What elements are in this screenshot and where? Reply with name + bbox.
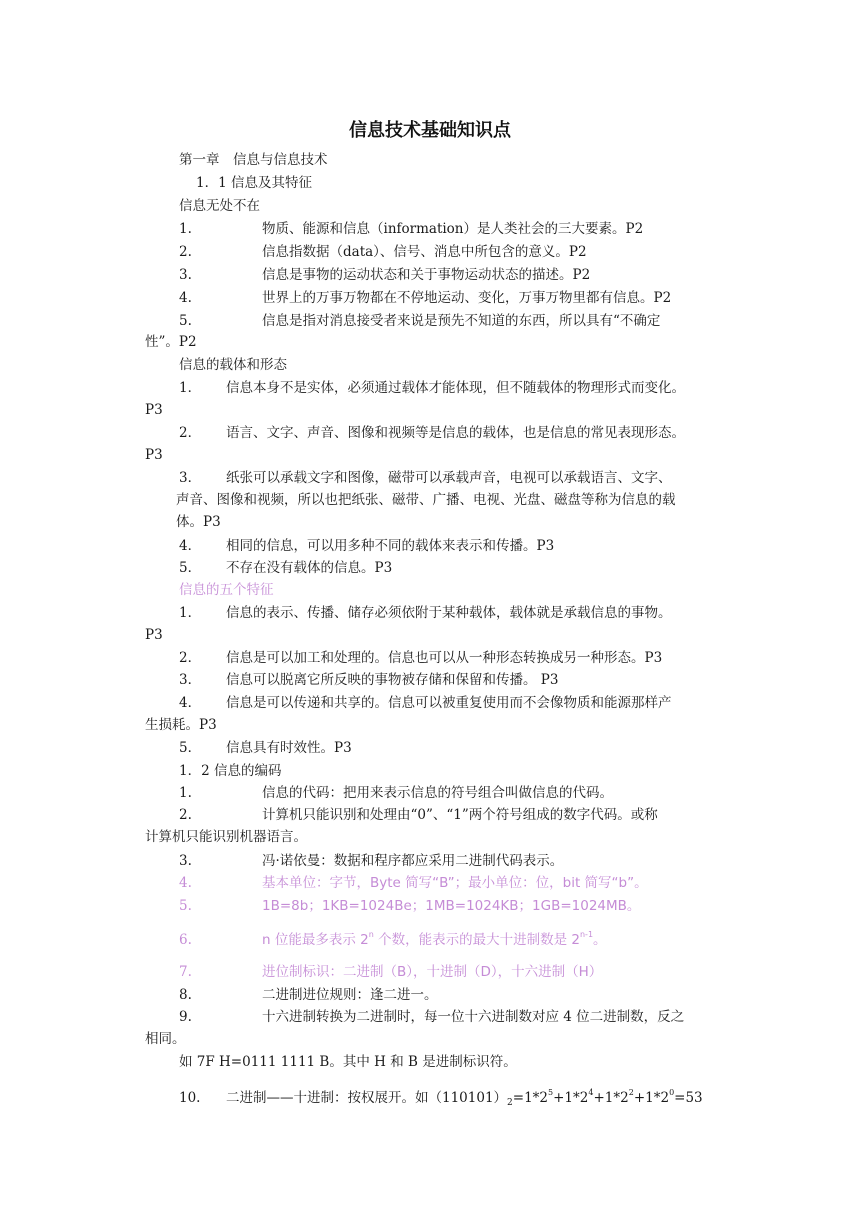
list-item: 纸张可以承载文字和图像，磁带可以承载声音，电视可以承载语言、文字、: [226, 470, 672, 486]
list-number: 2．: [179, 650, 202, 666]
list-item: 基本单位：字节，Byte 简写“B”；最小单位：位，bit 简写“b”。: [262, 875, 648, 891]
list-item: 不存在没有载体的信息。P3: [226, 560, 393, 576]
list-number: 4．: [179, 538, 202, 554]
formula-text: +1*2: [593, 1090, 629, 1106]
list-item: 世界上的万事万物都在不停地运动、变化，万事万物里都有信息。P2: [262, 290, 672, 306]
list-number: 3.: [179, 853, 192, 869]
formula-text: 。: [593, 932, 607, 948]
formula-exponent: 0: [669, 1088, 675, 1097]
formula-exponent: n: [368, 930, 374, 939]
formula-exponent: 5: [548, 1088, 554, 1097]
list-item-continuation: P3: [145, 627, 163, 643]
list-number: 5．: [179, 740, 202, 756]
list-item: 相同的信息，可以用多种不同的载体来表示和传播。P3: [226, 538, 555, 554]
list-item-continuation: 计算机只能识别机器语言。: [145, 829, 307, 845]
list-item-continuation: 生损耗。P3: [145, 717, 217, 733]
list-number: 3．: [179, 672, 202, 688]
subsection-heading: 信息的载体和形态: [179, 357, 287, 373]
example-line: 如 7F H=0111 1111 B。其中 H 和 B 是进制标识符。: [179, 1054, 517, 1070]
list-number: 4．: [179, 695, 202, 711]
list-item: 信息的代码：把用来表示信息的符号组合叫做信息的代码。: [262, 785, 613, 801]
subsection-heading: 信息无处不在: [179, 198, 260, 214]
list-item: 信息的表示、传播、储存必须依附于某种载体，载体就是承载信息的事物。: [226, 605, 672, 621]
list-item: 十六进制转换为二进制时，每一位十六进制数对应 4 位二进制数，反之: [262, 1009, 685, 1025]
section-heading: 1．2 信息的编码: [179, 763, 282, 779]
list-number: 1.: [179, 785, 192, 801]
list-item: 信息指数据（data）、信号、消息中所包含的意义。P2: [262, 244, 587, 260]
list-number: 7.: [179, 964, 192, 980]
formula-text: n 位能最多表示 2: [262, 932, 369, 948]
list-item-continuation: 相同。: [145, 1031, 186, 1047]
list-item-with-formula: [226, 1089, 703, 1107]
list-item: 信息是可以传递和共享的。信息可以被重复使用而不会像物质和能源那样产: [226, 695, 672, 711]
list-item: 冯·诺依曼：数据和程序都应采用二进制代码表示。: [262, 853, 564, 869]
list-number: 6.: [179, 932, 192, 948]
formula-text: +1*2: [633, 1090, 670, 1106]
formula-text: 个数，能表示的最大十进制数是 2: [373, 932, 580, 948]
list-item: 物质、能源和信息（information）是人类社会的三大要素。P2: [262, 221, 644, 237]
chapter-heading: 第一章 信息与信息技术: [179, 152, 328, 168]
list-item-continuation: 性”。P2: [145, 334, 197, 350]
list-item: 信息可以脱离它所反映的事物被存储和保留和传播。 P3: [226, 672, 559, 688]
formula-text: =53: [674, 1090, 703, 1106]
list-item: 信息具有时效性。P3: [226, 740, 352, 756]
list-number: 9.: [179, 1009, 192, 1025]
list-item: 进位制标识：二进制（B），十进制（D），十六进制（H）: [262, 964, 603, 980]
list-item: 1B=8b；1KB=1024Be；1MB=1024KB；1GB=1024MB。: [262, 898, 641, 914]
list-item-continuation: 体。P3: [176, 514, 221, 530]
section-heading: 1．1 信息及其特征: [196, 175, 312, 191]
list-number: 5.: [179, 313, 192, 329]
list-number: 1．: [179, 605, 202, 621]
formula-exponent: 4: [588, 1088, 594, 1097]
list-number: 3.: [179, 267, 192, 283]
list-item: 信息是事物的运动状态和关于事物运动状态的描述。P2: [262, 267, 591, 283]
list-number: 3．: [179, 470, 202, 486]
list-item: 二进制进位规则：逢二进一。: [262, 987, 438, 1003]
list-number: 10.: [179, 1090, 201, 1106]
list-number: 8.: [179, 987, 192, 1003]
list-number: 5.: [179, 898, 192, 914]
list-number: 1．: [179, 380, 202, 396]
list-item: 语言、文字、声音、图像和视频等是信息的载体，也是信息的常见表现形态。: [226, 425, 685, 441]
list-item: 信息是可以加工和处理的。信息也可以从一种形态转换成另一种形态。P3: [226, 650, 663, 666]
list-number: 2．: [179, 425, 202, 441]
list-number: 2.: [179, 807, 192, 823]
subsection-heading: 信息的五个特征: [179, 582, 274, 598]
formula-text: =1*2: [512, 1090, 549, 1106]
list-item: 信息是指对消息接受者来说是预先不知道的东西，所以具有“不确定: [262, 313, 661, 329]
list-item: 计算机只能识别和处理由“0”、“1”两个符号组成的数字代码。或称: [262, 807, 658, 823]
list-item-continuation: P3: [145, 447, 163, 463]
list-item-with-formula: [262, 931, 607, 949]
list-number: 5．: [179, 560, 202, 576]
list-item: 信息本身不是实体，必须通过载体才能体现，但不随载体的物理形式而变化。: [226, 380, 685, 396]
page-title: 信息技术基础知识点: [349, 120, 511, 141]
list-number: 4.: [179, 875, 192, 891]
formula-exponent: 2: [628, 1088, 634, 1097]
formula-subscript: 2: [507, 1098, 513, 1108]
formula-exponent: n-1: [579, 930, 594, 939]
formula-text: +1*2: [553, 1090, 589, 1106]
list-item-continuation: 声音、图像和视频，所以也把纸张、磁带、广播、电视、光盘、磁盘等称为信息的载: [176, 492, 676, 508]
list-number: 4.: [179, 290, 192, 306]
list-number: 2.: [179, 244, 192, 260]
formula-text: 二进制——十进制：按权展开。如（110101）: [226, 1090, 508, 1106]
list-number: 1.: [179, 221, 192, 237]
list-item-continuation: P3: [145, 402, 163, 418]
